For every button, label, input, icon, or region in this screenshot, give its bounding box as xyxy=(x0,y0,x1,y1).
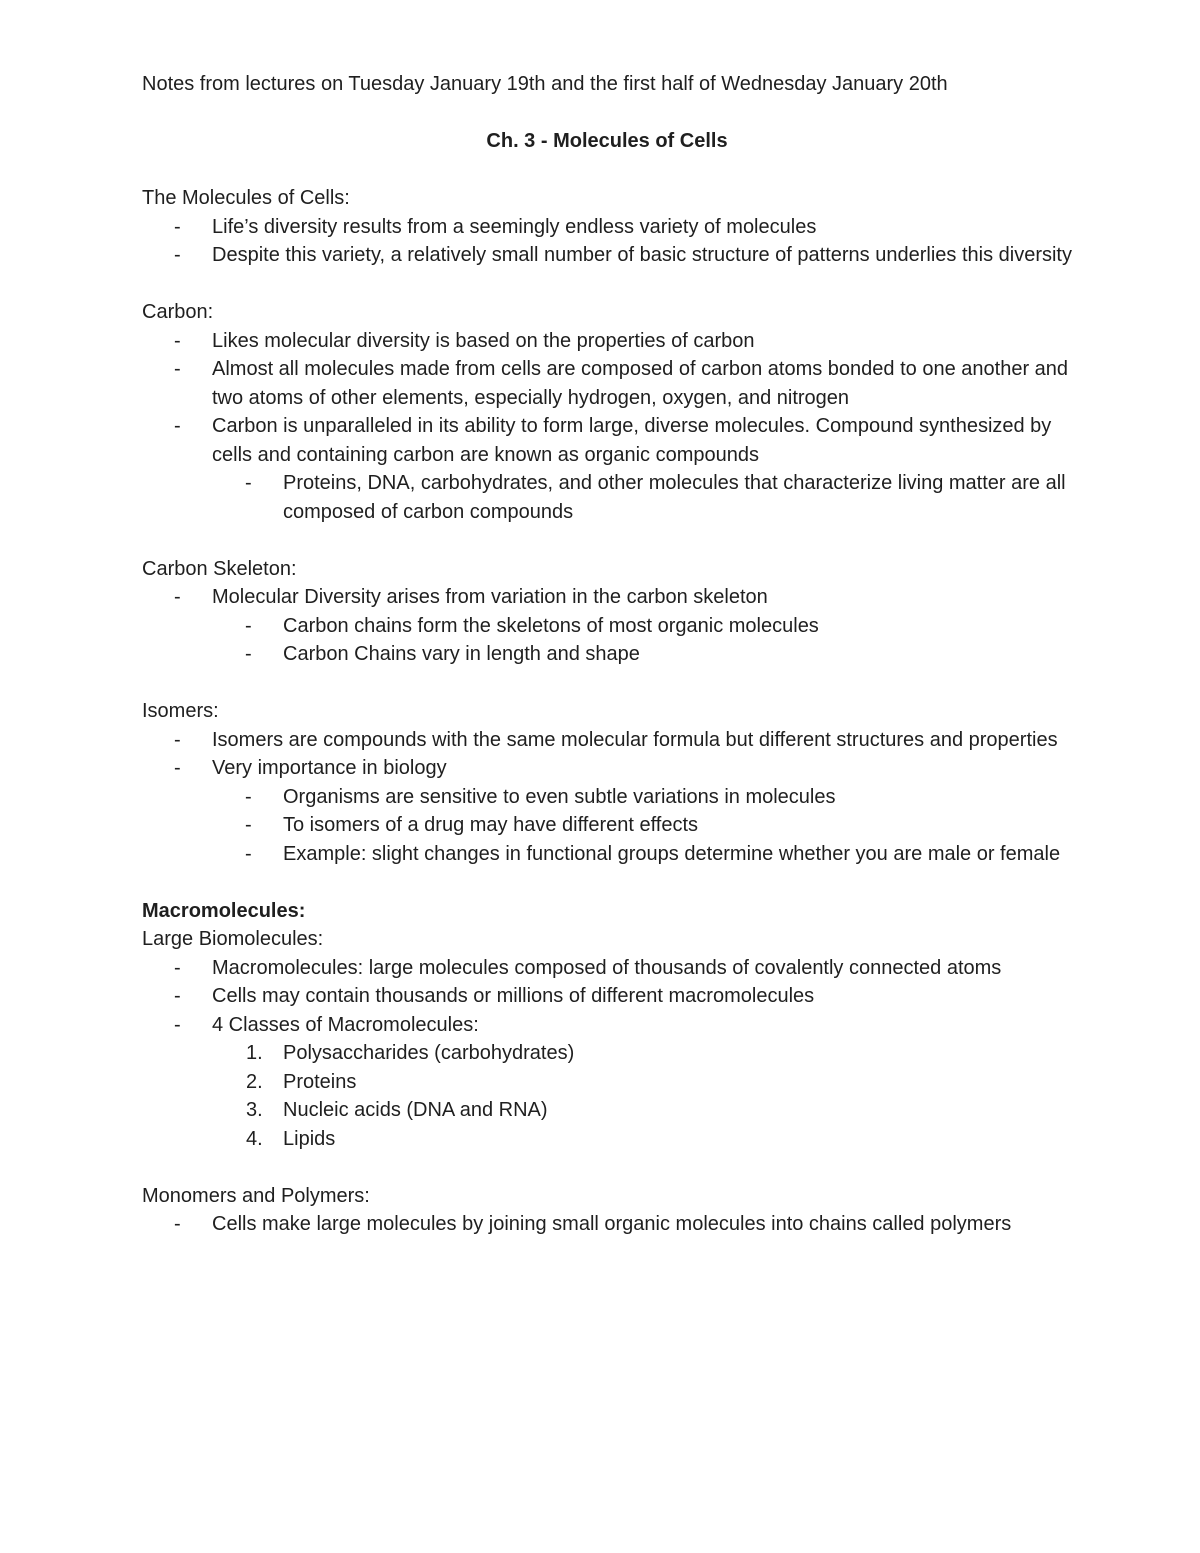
list-item xyxy=(142,982,1072,1011)
list-item-text: Molecular Diversity arises from variation in the carbon skeleton xyxy=(212,586,768,608)
numbered-list-item xyxy=(142,1068,1072,1097)
spacer xyxy=(142,99,1072,128)
number-marker: 1. xyxy=(246,1042,263,1064)
list-item xyxy=(142,1210,1072,1239)
dash-marker: - xyxy=(174,215,181,238)
list-item-text: 4 Classes of Macromolecules: xyxy=(212,1013,479,1036)
list-item xyxy=(142,754,1072,783)
list-item-text: Organisms are sensitive to even subtle variations in molecules xyxy=(283,785,836,808)
list-item-text: Almost all molecules made from cells are composed of carbon atoms bonded to one another and two atoms of other elements, especially hydrogen, oxygen, and nitrogen xyxy=(212,358,1069,409)
dash-marker: - xyxy=(245,614,252,637)
numbered-list-item xyxy=(142,1096,1072,1125)
dash-marker: - xyxy=(245,472,252,494)
numbered-list-item xyxy=(142,1125,1072,1154)
dash-marker: - xyxy=(174,956,181,979)
list-item-text: Very importance in biology xyxy=(212,757,447,779)
list-item xyxy=(142,1011,1072,1040)
dash-marker: - xyxy=(174,985,181,1007)
section-heading-isomers: Isomers: xyxy=(142,700,219,722)
list-item-text: Macromolecules: large molecules composed of thousands of covalently connected atoms xyxy=(212,956,1002,979)
section-heading-skeleton: Carbon Skeleton: xyxy=(142,557,297,580)
dash-marker: - xyxy=(245,814,252,836)
sub-list-item xyxy=(142,811,1072,840)
list-item-text: Lipids xyxy=(283,1127,336,1150)
dash-marker: - xyxy=(174,329,181,352)
list-item-text: Carbon is unparalleled in its ability to form large, diverse molecules. Compound synthesized by cells and containing carbon are known as organic compounds xyxy=(212,415,1052,466)
list-item xyxy=(142,327,1072,356)
list-item xyxy=(142,954,1072,983)
list-item-text: To isomers of a drug may have different effects xyxy=(283,814,699,836)
list-item-text: Carbon Chains vary in length and shape xyxy=(283,643,640,665)
spacer xyxy=(142,156,1072,185)
section-heading-carbon: Carbon: xyxy=(142,301,214,323)
list-item-text: Proteins xyxy=(283,1070,357,1093)
document-page xyxy=(142,70,1072,1239)
dash-marker: - xyxy=(174,244,181,266)
list-item xyxy=(142,583,1072,612)
list-item-text: Example: slight changes in functional groups determine whether you are male or female xyxy=(283,842,1061,865)
list-item-text: Life’s diversity results from a seemingly endless variety of molecules xyxy=(212,215,817,238)
list-item-text: Carbon chains form the skeletons of most organic molecules xyxy=(283,614,819,637)
numbered-list-item xyxy=(142,1039,1072,1068)
list-item-text: Cells make large molecules by joining small organic molecules into chains called polymers xyxy=(212,1213,1012,1235)
list-item-text: Polysaccharides (carbohydrates) xyxy=(283,1042,575,1064)
number-marker: 2. xyxy=(246,1070,263,1093)
number-marker: 4. xyxy=(246,1127,263,1150)
dash-marker: - xyxy=(174,358,181,380)
spacer xyxy=(142,669,1072,698)
dash-marker: - xyxy=(174,415,181,437)
number-marker: 3. xyxy=(246,1099,263,1121)
sub-list-item xyxy=(142,469,1072,526)
dash-marker: - xyxy=(174,728,181,751)
sub-list-item xyxy=(142,840,1072,869)
dash-marker: - xyxy=(174,757,181,779)
dash-marker: - xyxy=(174,1213,181,1235)
list-item xyxy=(142,726,1072,755)
list-item-text: Despite this variety, a relatively small number of basic structure of patterns underlies this diversity xyxy=(212,244,1072,266)
spacer xyxy=(142,868,1072,897)
list-item-text: Proteins, DNA, carbohydrates, and other molecules that characterize living matter are all composed of carbon compounds xyxy=(283,472,1066,523)
sub-list-item xyxy=(142,612,1072,641)
section-heading-macromolecules: Macromolecules: xyxy=(142,899,306,922)
dash-marker: - xyxy=(174,1013,181,1036)
list-item xyxy=(142,412,1072,469)
section-heading-monomers: Monomers and Polymers: xyxy=(142,1184,370,1207)
section-heading-large-biomolecules: Large Biomolecules: xyxy=(142,928,324,950)
list-item xyxy=(142,241,1072,270)
list-item-text: Nucleic acids (DNA and RNA) xyxy=(283,1099,548,1121)
header-note: Notes from lectures on Tuesday January 19th and the first half of Wednesday January 20th xyxy=(142,73,948,95)
sub-list-item xyxy=(142,783,1072,812)
spacer xyxy=(142,270,1072,299)
dash-marker: - xyxy=(245,842,252,865)
spacer xyxy=(142,526,1072,555)
list-item-text: Isomers are compounds with the same molecular formula but different structures and properties xyxy=(212,728,1058,751)
dash-marker: - xyxy=(245,643,252,665)
spacer xyxy=(142,1153,1072,1182)
dash-marker: - xyxy=(174,586,181,608)
list-item-text: Cells may contain thousands or millions of different macromolecules xyxy=(212,985,815,1007)
list-item xyxy=(142,355,1072,412)
list-item-text: Likes molecular diversity is based on the properties of carbon xyxy=(212,329,755,352)
list-item xyxy=(142,213,1072,242)
sub-list-item xyxy=(142,640,1072,669)
dash-marker: - xyxy=(245,785,252,808)
page-title: Ch. 3 - Molecules of Cells xyxy=(486,130,728,152)
section-heading-molecules: The Molecules of Cells: xyxy=(142,187,350,209)
